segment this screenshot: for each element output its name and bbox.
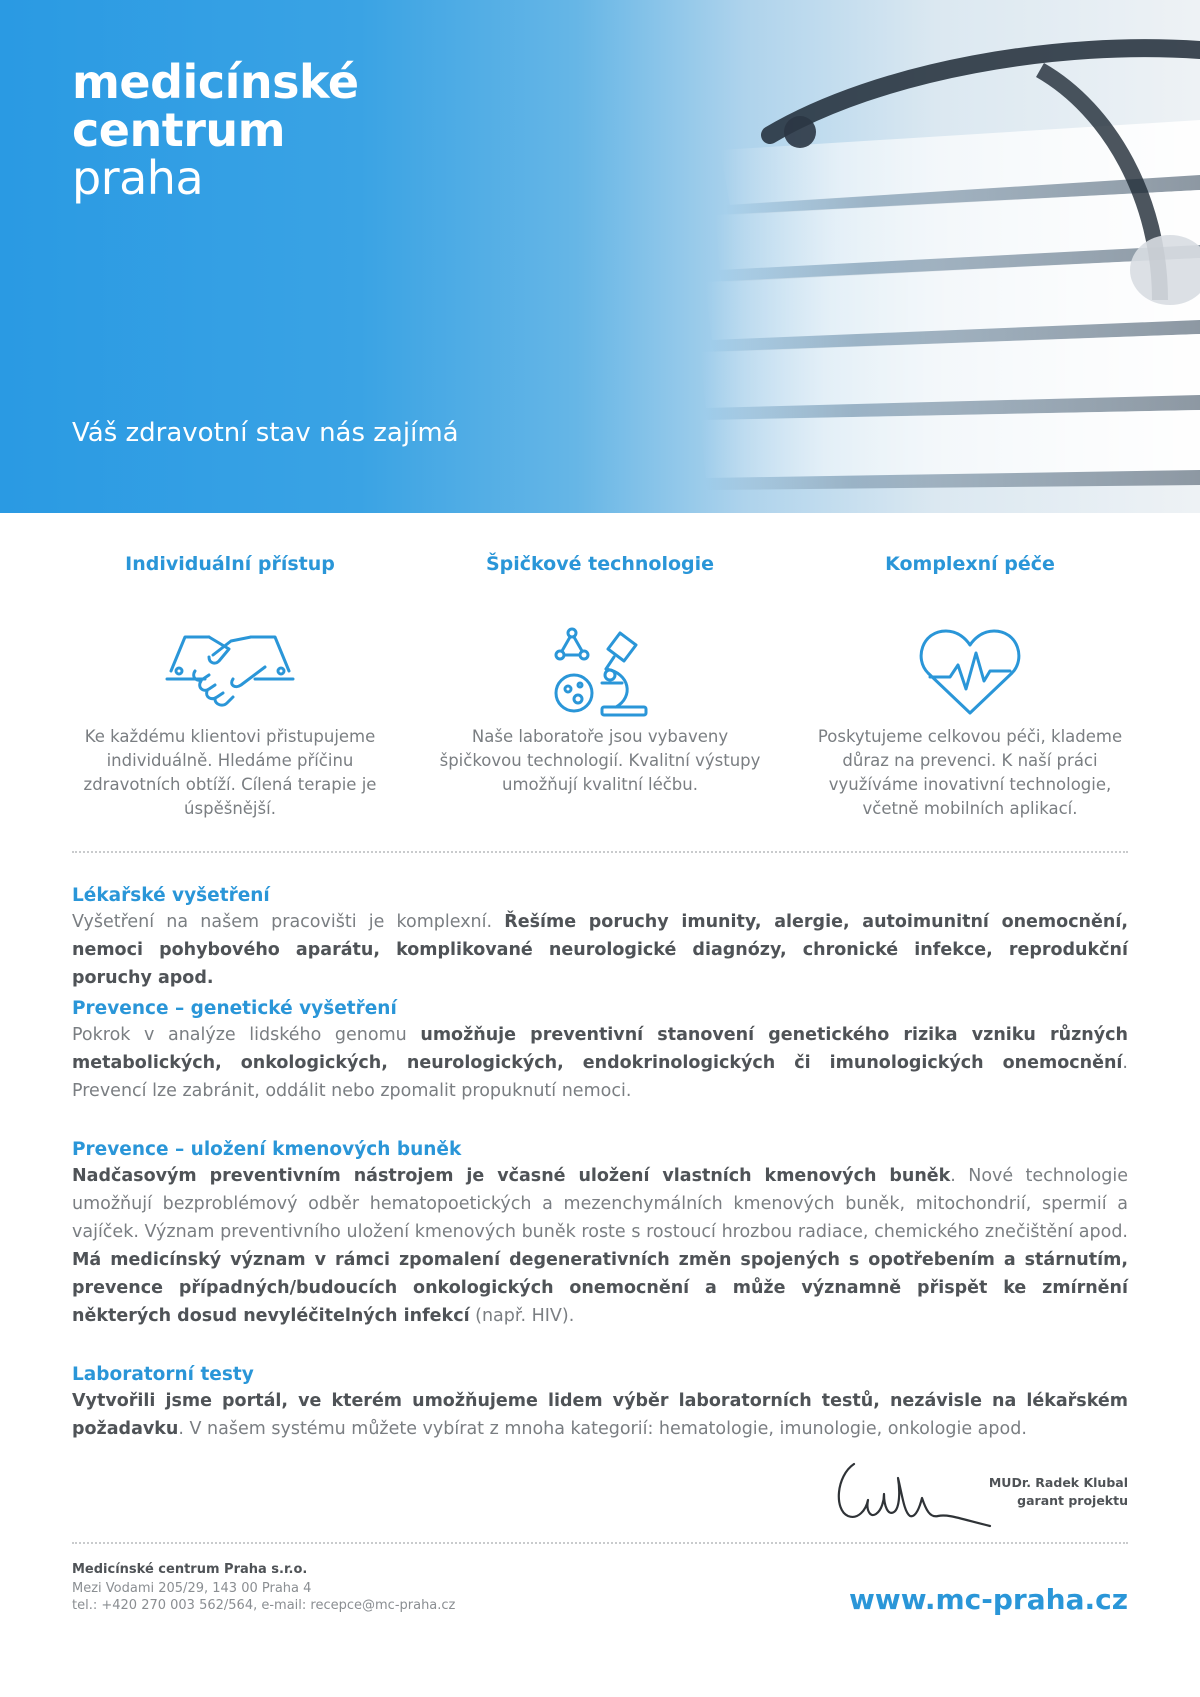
footer-company-name: Medicínské centrum Praha s.r.o. (72, 1562, 308, 1577)
section-stem-cells (72, 1139, 1128, 1330)
feature-technology (430, 553, 770, 794)
section-genetic-prevention (72, 998, 1128, 1105)
microscope-molecule-icon (550, 627, 650, 719)
section-title: Laboratorní testy (72, 1364, 254, 1385)
section-lab-tests (72, 1364, 1128, 1443)
feature-text: Ke každému klientovi přistupujeme individuálně. Hledáme příčinu zdravotních obtíží. Cílená terapie je úspěšnější. (83, 727, 377, 818)
text-run: . Nové technologie umožňují bezproblémový odběr hematopoetických a mezenchymálních kmenových buněk, mitochondrií, spermií a vajíček. Význam preventivního uložení kmenových buněk roste s rostoucí hrozbou radiace, chemického znečištění apod. (72, 1166, 1128, 1242)
signature-name: MUDr. Radek Klubal (988, 1475, 1128, 1490)
hero-banner (0, 0, 1200, 513)
section-divider (72, 851, 1128, 853)
signature-caption (910, 1474, 1128, 1510)
feature-text: Poskytujeme celkovou péči, klademe důraz na prevenci. K naší práci využíváme inovativní technologie, včetně mobilních aplikací. (817, 727, 1123, 818)
text-bold-run: Řešíme poruchy imunity, alergie, autoimunitní onemocnění, nemoci pohybového aparátu, komplikované neurologické diagnózy, chronické infekce, reprodukční poruchy apod. (72, 912, 1128, 988)
text-run: . V našem systému můžete vybírat z mnoha kategorií: hematologie, imunologie, onkologie apod. (178, 1419, 1027, 1439)
brand-logo (72, 55, 359, 205)
feature-text: Naše laboratoře jsou vybaveny špičkovou technologií. Kvalitní výstupy umožňují kvalitní léčbu. (439, 727, 761, 794)
feature-individual (60, 553, 400, 818)
handshake-icon (165, 627, 295, 713)
text-run: Vyšetření na našem pracovišti je komplexní. (72, 912, 505, 932)
footer-divider (72, 1542, 1128, 1544)
footer-address: Mezi Vodami 205/29, 143 00 Praha 4 (72, 1581, 312, 1596)
section-title: Lékařské vyšetření (72, 885, 270, 906)
signature-role: garant projektu (1017, 1493, 1128, 1508)
heart-pulse-icon (918, 627, 1022, 717)
section-medical-examination (72, 885, 1128, 992)
footer-contact: tel.: +420 270 003 562/564, e-mail: recepce@mc-praha.cz (72, 1598, 456, 1613)
section-text (72, 908, 1128, 992)
text-bold-run: umožňuje preventivní stanovení genetického rizika vzniku různých metabolických, onkologických, neurologických, endokrinologických či imunologických onemocnění (72, 1025, 1129, 1073)
feature-title: Individuální přístup (125, 553, 335, 575)
feature-title: Špičkové technologie (485, 553, 715, 575)
section-text (72, 1162, 1128, 1330)
logo-line-3: praha (72, 151, 204, 205)
website-link[interactable]: www.mc-praha.cz (849, 1583, 1128, 1616)
section-title: Prevence – genetické vyšetření (72, 998, 397, 1019)
feature-title: Komplexní péče (885, 553, 1055, 575)
section-text (72, 1387, 1128, 1443)
logo-line-1: medicínské (72, 55, 359, 109)
hero-tagline: Váš zdravotní stav nás zajímá (72, 418, 459, 448)
feature-complex-care (800, 553, 1140, 818)
section-title: Prevence – uložení kmenových buněk (72, 1139, 462, 1160)
text-run: Pokrok v analýze lidského genomu (72, 1025, 421, 1045)
logo-line-2: centrum (72, 103, 286, 157)
section-text (72, 1021, 1128, 1105)
text-run: (např. HIV). (469, 1306, 575, 1326)
text-run: . Prevencí lze zabránit, oddálit nebo zpomalit propuknutí nemoci. (72, 1053, 1128, 1101)
text-bold-run: Má medicínský význam v rámci zpomalení degenerativních změn spojených s opotřebením a stárnutím, prevence případných/budoucích onkologických onemocnění a může významně přispět ke zmírnění některých dosud nevyléčitelných infekcí (72, 1250, 1128, 1326)
text-bold-run: Nadčasovým preventivním nástrojem je včasné uložení vlastních kmenových buněk (72, 1166, 951, 1186)
text-bold-run: Vytvořili jsme portál, ve kterém umožňujeme lidem výběr laboratorních testů, nezávisle na lékařském požadavku (72, 1391, 1128, 1439)
